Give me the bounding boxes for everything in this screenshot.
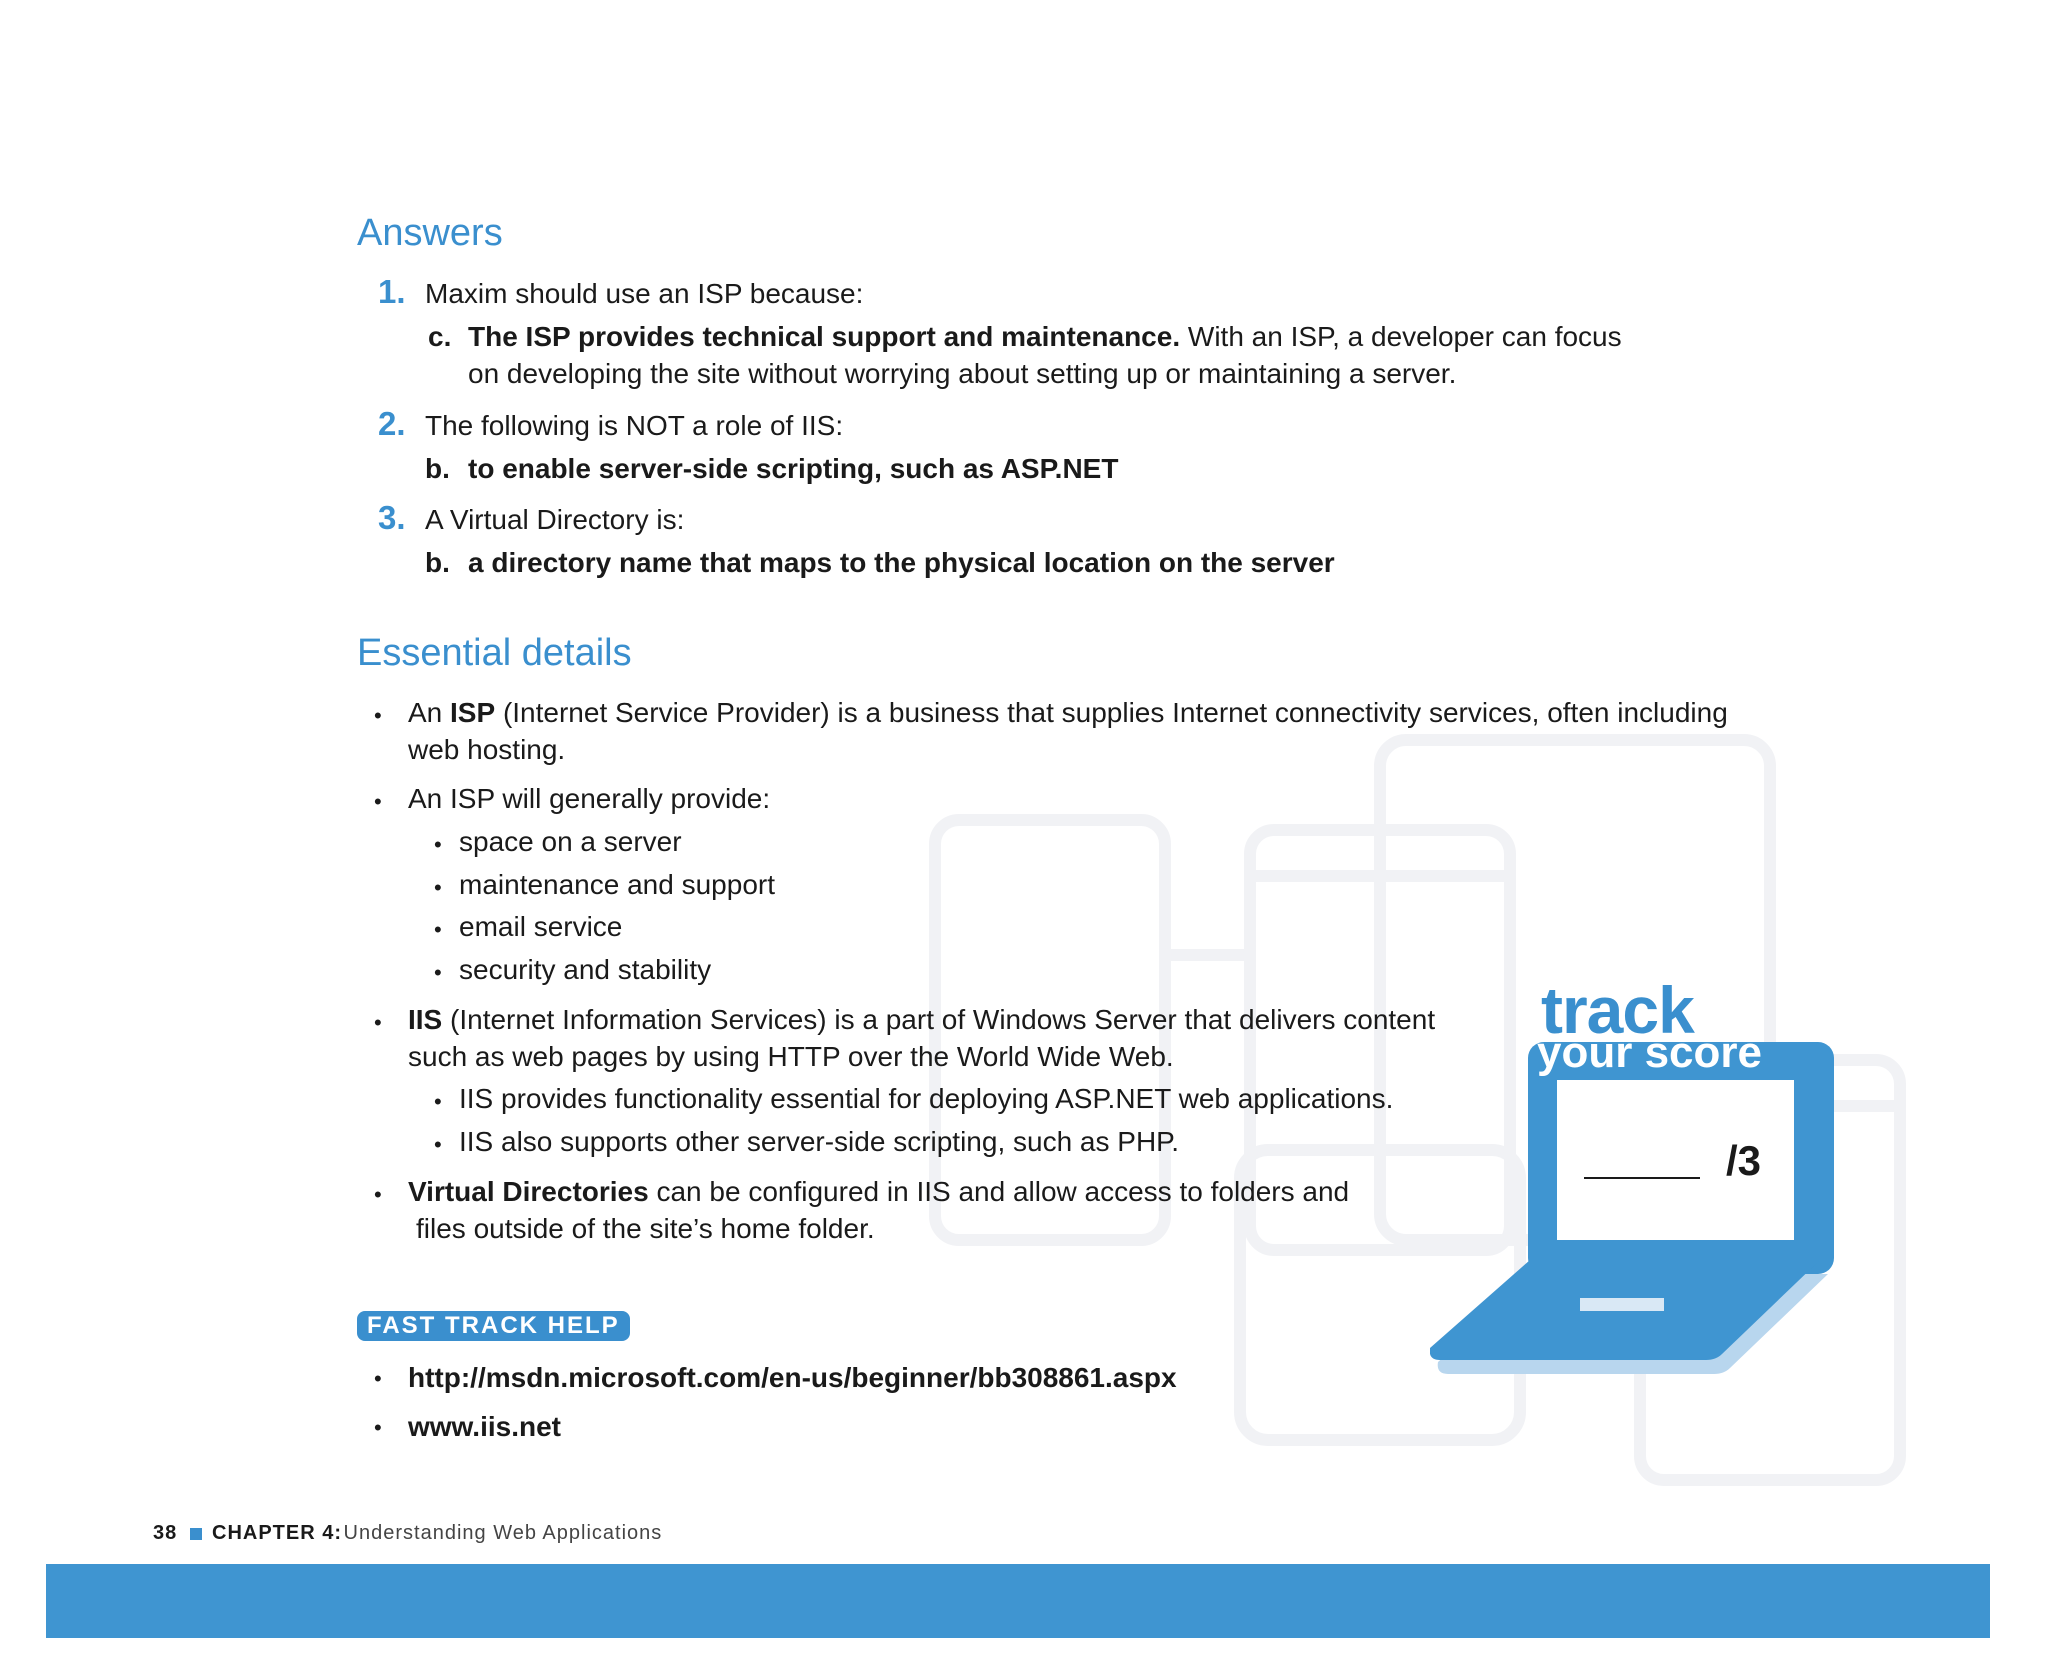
- answer-number: 3.: [378, 499, 406, 536]
- essential-details-heading: Essential details: [357, 632, 632, 674]
- fast-track-help-badge: FAST TRACK HELP: [357, 1311, 630, 1341]
- bullet: •: [434, 917, 442, 942]
- choice-letter: b.: [425, 453, 450, 484]
- iis-term: IIS: [408, 1004, 443, 1035]
- iis-definition: IIS (Internet Information Services) is a part of Windows Server that delivers content such as web pages by using HTTP over the World Wide Web.: [408, 1004, 1436, 1072]
- answer-number: 1.: [378, 273, 406, 310]
- iis-link[interactable]: www.iis.net: [408, 1411, 561, 1442]
- answer-choice: [425, 544, 1668, 581]
- bullet: •: [434, 960, 442, 985]
- isp-definition: An ISP (Internet Service Provider) is a business that supplies Internet connectivity services, often including web hosting.: [408, 697, 1728, 765]
- virtual-directories-term: Virtual Directories: [408, 1176, 649, 1207]
- bullet: •: [374, 1415, 382, 1440]
- answer-choice: [428, 318, 1668, 392]
- bullet: •: [374, 703, 382, 728]
- isp-provides: An ISP will generally provide:: [408, 783, 771, 814]
- list-item: email service: [459, 911, 623, 942]
- answer-choice: [425, 450, 1668, 487]
- bullet: •: [374, 789, 382, 814]
- chapter-title: Understanding Web Applications: [337, 1522, 663, 1544]
- list-item: space on a server: [459, 826, 682, 857]
- list-item: IIS provides functionality essential for deploying ASP.NET web applications.: [459, 1083, 1394, 1114]
- choice-bold: The ISP provides technical support and maintenance.: [468, 321, 1181, 352]
- page-number: 38: [153, 1522, 178, 1544]
- answer-question: Maxim should use an ISP because:: [425, 278, 864, 309]
- laptop-icon: [1430, 1030, 1850, 1390]
- bullet: •: [434, 1132, 442, 1157]
- answer-number: 2.: [378, 405, 406, 442]
- list-item: IIS also supports other server-side scripting, such as PHP.: [459, 1126, 1180, 1157]
- bullet: •: [374, 1366, 382, 1391]
- bullet: •: [434, 832, 442, 857]
- choice-letter: b.: [425, 547, 450, 578]
- list-item: maintenance and support: [459, 869, 775, 900]
- bullet: •: [434, 875, 442, 900]
- track-label: track: [1541, 973, 1694, 1047]
- choice-bold: a directory name that maps to the physical location on the server: [468, 547, 1335, 578]
- choice-text: With an ISP, a developer can focus: [1180, 321, 1622, 352]
- choice-bold: to enable server-side scripting, such as ASP.NET: [468, 453, 1119, 484]
- bullet: •: [374, 1010, 382, 1035]
- bullet: •: [374, 1182, 382, 1207]
- answers-heading: Answers: [357, 212, 503, 254]
- footer-bar: [46, 1564, 1990, 1638]
- virtual-directories-definition: Virtual Directories can be configured in IIS and allow access to folders and files outside of the site’s home folder.: [408, 1176, 1350, 1244]
- list-item: security and stability: [459, 954, 712, 985]
- bullet: •: [434, 1089, 442, 1114]
- choice-text-line2: on developing the site without worrying about setting up or maintaining a server.: [468, 358, 1457, 389]
- footer-square-icon: [190, 1528, 202, 1540]
- msdn-link[interactable]: http://msdn.microsoft.com/en-us/beginner/bb308861.aspx: [408, 1362, 1177, 1393]
- isp-term: ISP: [450, 697, 496, 728]
- your-score-label: your score: [1537, 1028, 1762, 1077]
- answer-question: The following is NOT a role of IIS:: [425, 410, 844, 441]
- score-total: /3: [1726, 1137, 1762, 1184]
- choice-letter: c.: [428, 321, 452, 352]
- answer-question: A Virtual Directory is:: [425, 504, 685, 535]
- chapter-label: CHAPTER 4:: [212, 1522, 343, 1544]
